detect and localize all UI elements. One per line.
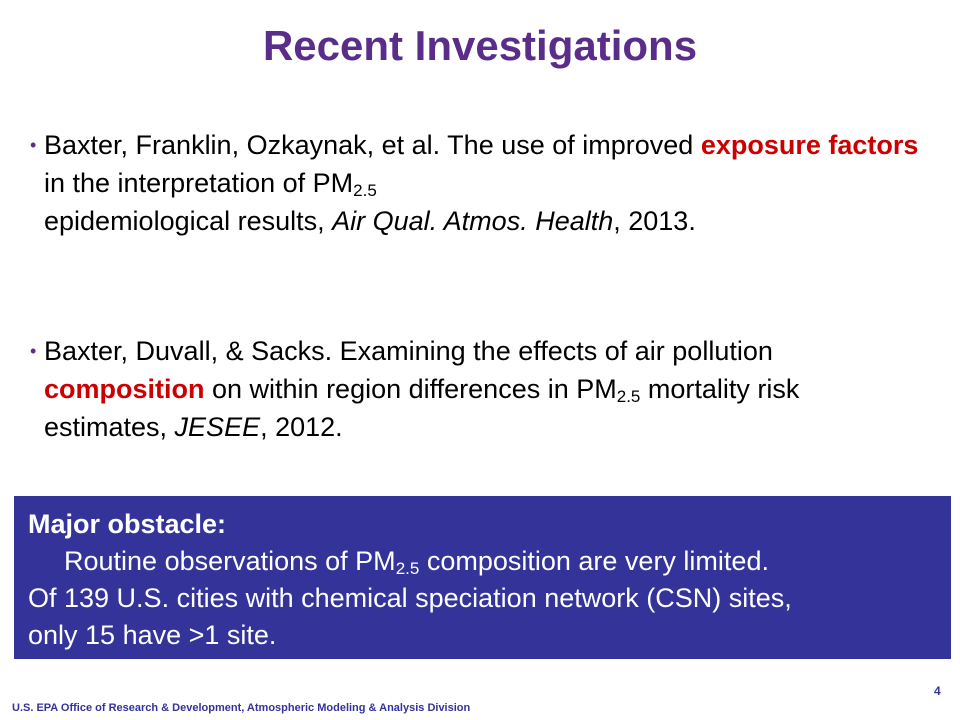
citation-year: , 2013. (613, 206, 696, 236)
obstacle-line: Of 139 U.S. cities with chemical speciation network (CSN) sites, (28, 583, 792, 613)
page-title: Recent Investigations (262, 22, 698, 69)
obstacle-box (14, 496, 951, 659)
citation-text-mid: in the interpretation of PM (44, 168, 354, 198)
citation-text (44, 332, 924, 446)
obstacle-line (28, 543, 937, 580)
bullet-icon: • (30, 341, 37, 361)
obstacle-title: Major obstacle: (28, 509, 227, 539)
citation-authors: Baxter, Duvall, & Sacks. Examining the effects of air pollution (44, 336, 773, 366)
footer-text: U.S. EPA Office of Research & Development, Atmospheric Modeling & Analysis Division (12, 702, 471, 714)
citation-journal: JESEE (174, 412, 261, 442)
citation-highlight: composition (44, 374, 205, 404)
subscript: 2.5 (353, 181, 377, 200)
obstacle-text: composition are very limited. (419, 546, 769, 576)
obstacle-line: only 15 have >1 site. (28, 620, 277, 650)
citation-text-end: mortality risk estimates, (44, 374, 800, 442)
citation-text (44, 126, 924, 240)
subscript: 2.5 (616, 387, 641, 406)
citation-text-mid: on within region differences in PM (204, 374, 617, 404)
citation-journal: Air Qual. Atmos. Health (332, 206, 614, 236)
citation-authors: Baxter, Franklin, Ozkaynak, et al. The use of improved (44, 130, 701, 160)
citation-highlight: exposure factors (700, 130, 919, 160)
citation-year: , 2012. (260, 412, 343, 442)
bullet-icon: • (30, 135, 37, 155)
citation-text-end: epidemiological results, (44, 206, 333, 236)
page-number: 4 (934, 684, 941, 698)
obstacle-text: Routine observations of PM (64, 546, 396, 576)
subscript: 2.5 (395, 559, 420, 578)
